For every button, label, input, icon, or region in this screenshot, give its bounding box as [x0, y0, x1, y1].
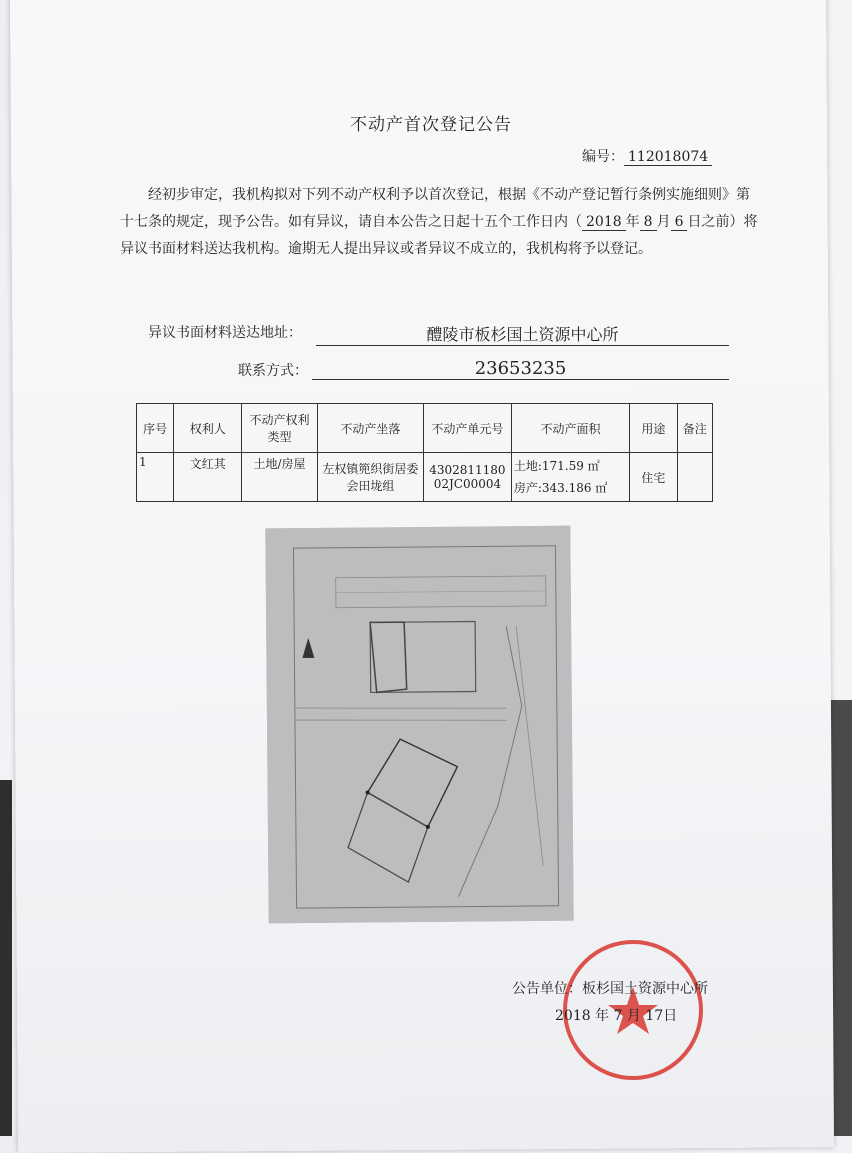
deadline-day: 6 [671, 214, 688, 231]
month-char: 月 [656, 214, 671, 230]
serial-number [582, 146, 712, 166]
cell-seq: 1 [137, 453, 174, 502]
area-house: 房产:343.186 ㎡ [513, 481, 608, 495]
cell-remark [677, 453, 712, 502]
notice-paragraph [120, 182, 760, 263]
cell-location: 左权镇篼织街居委会田垅组 [317, 453, 423, 502]
table-header-row [137, 404, 713, 453]
header-right-type: 不动产权利类型 [242, 404, 318, 453]
header-location: 不动产坐落 [317, 404, 423, 453]
cell-right-type: 土地/房屋 [242, 453, 318, 502]
header-area: 不动产面积 [511, 404, 629, 453]
paragraph-text-2: 日之前）将异议书面材料送达我机构。逾期无人提出异议或者异议不成立的，我机构将予以登记。 [120, 214, 758, 257]
header-seq: 序号 [137, 404, 174, 453]
deadline-year: 2018 [582, 214, 626, 231]
header-usage: 用途 [630, 404, 677, 453]
paragraph-text-1: 经初步审定，我机构拟对下列不动产权利予以首次登记，根据《不动产登记暂行条例实施细则》第十七条的规定，现予公告。如有异议，请自本公告之日起十五个工作日内（ [120, 187, 750, 230]
header-unit-no: 不动产单元号 [423, 404, 511, 453]
table-row [137, 453, 713, 502]
serial-label: 编号： [582, 149, 624, 165]
parcel-sketch [265, 526, 573, 924]
cell-holder: 文红其 [174, 453, 242, 502]
background-left-surface [0, 780, 12, 1136]
date-month-char: 月 [626, 1008, 641, 1024]
deadline-month: 8 [640, 214, 657, 231]
address-value: 醴陵市板杉国土资源中心所 [316, 322, 729, 346]
cadastral-map-image [265, 526, 573, 924]
area-land: 土地:171.59 ㎡ [513, 459, 600, 473]
registration-table [136, 403, 713, 502]
date-year: 2018 [555, 1008, 591, 1024]
date-day-char: 日 [663, 1008, 678, 1024]
issuer-label: 公告单位： [512, 981, 582, 997]
address-label: 异议书面材料送达地址： [148, 325, 302, 341]
header-holder: 权利人 [174, 404, 242, 453]
date-day: 17 [645, 1008, 664, 1024]
issue-date [555, 1005, 677, 1025]
year-char: 年 [625, 214, 640, 230]
contact-value: 23653235 [312, 358, 729, 380]
issuer-name: 板杉国土资源中心所 [582, 981, 708, 997]
notice-title: 不动产首次登记公告 [350, 115, 512, 135]
contact-label: 联系方式： [238, 363, 308, 379]
cell-area [511, 453, 629, 502]
cell-unit-no: 430281118002JC00004 [423, 453, 511, 502]
date-month: 7 [613, 1008, 623, 1024]
issuer-line [512, 978, 708, 998]
date-year-char: 年 [595, 1008, 610, 1024]
header-remark: 备注 [677, 404, 712, 453]
cell-usage: 住宅 [630, 453, 677, 502]
serial-value: 112018074 [624, 149, 712, 166]
